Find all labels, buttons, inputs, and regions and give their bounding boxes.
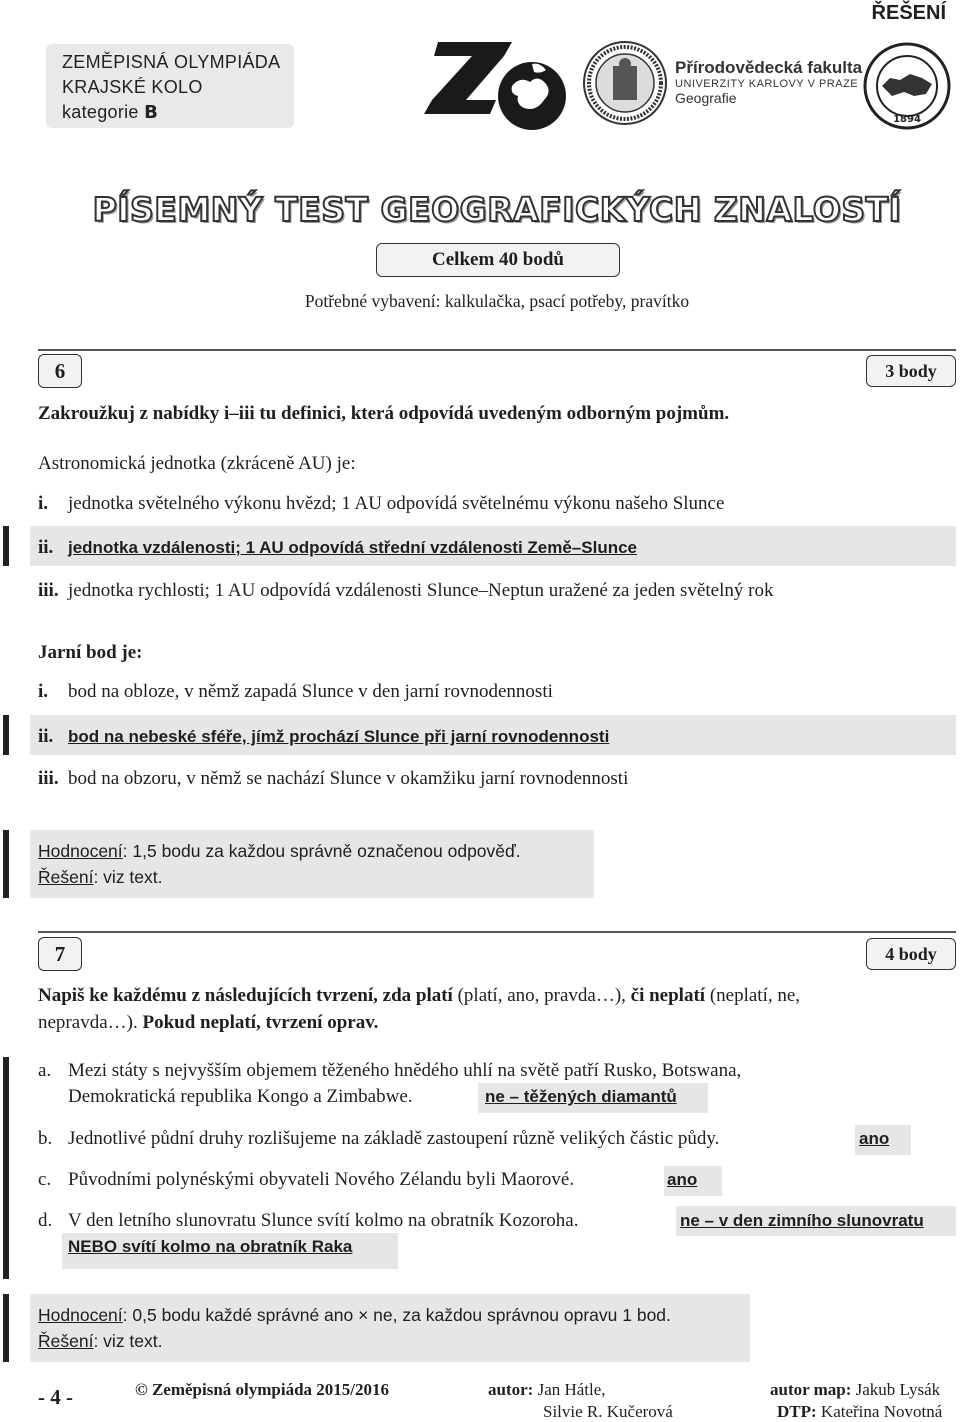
authors-label: autor: (488, 1380, 534, 1399)
evaluation-label: Hodnocení (38, 841, 123, 861)
zo-logo-icon (420, 34, 570, 134)
statement-item (38, 1210, 578, 1232)
option-text: jednotka rychlosti; 1 AU odpovídá vzdálenosti Slunce–Neptun uražené za jeden světelný rok (68, 580, 774, 601)
option-text: bod na nebeské sféře, jímž prochází Slunce při jarní rovnodennosti (68, 727, 610, 746)
term-heading: Jarní bod je: (38, 642, 143, 663)
total-points-box: Celkem 40 bodů (376, 243, 620, 277)
instruction-part: (platí, ano, pravda…), (452, 985, 631, 1006)
question-points: 3 body (866, 355, 956, 387)
divider (38, 931, 956, 933)
term-heading: Astronomická jednotka (zkráceně AU) je: (38, 453, 356, 474)
page-number: - 4 - (38, 1385, 73, 1409)
statement-item (38, 1128, 719, 1150)
evaluation-line (38, 1305, 671, 1326)
instruction-part: nepravda…). (38, 1012, 143, 1033)
faculty-name: Přírodovědecká fakulta (675, 58, 863, 77)
statement-text: Mezi státy s nejvyšším objemem těženého hnědého uhlí na světě patří Rusko, Botswana, (68, 1060, 742, 1081)
header-box (46, 44, 294, 128)
answer-text: ano (667, 1170, 698, 1189)
copyright: © Zeměpisná olympiáda 2015/2016 (135, 1380, 390, 1399)
option-number: i. (38, 493, 49, 514)
option-row (38, 493, 724, 515)
option-text: bod na obloze, v němž zapadá Slunce v den jarní rovnodennosti (68, 681, 553, 702)
statement-text: Jednotlivé půdní druhy rozlišujeme na základě zastoupení různě velikých částic půdy. (68, 1128, 720, 1149)
solution-label: Řešení (38, 1331, 94, 1351)
margin-marker (3, 526, 9, 566)
dtp-label: DTP: (777, 1402, 817, 1421)
evaluation-text: : 1,5 bodu za každou správně označenou odpověď. (122, 841, 521, 861)
answer-text: ne – těžených diamantů (485, 1087, 677, 1106)
instruction-part: či neplatí (630, 985, 706, 1006)
option-row (38, 681, 553, 703)
cgs-seal-icon (860, 42, 954, 130)
university-seal-icon (582, 40, 668, 126)
author-name: Jan Hátle, (537, 1380, 606, 1399)
option-number: ii. (38, 726, 54, 747)
option-row-correct (38, 537, 637, 559)
statement-letter: a. (38, 1060, 52, 1081)
evaluation-line (38, 841, 521, 862)
option-text: jednotka vzdálenosti; 1 AU odpovídá střední vzdálenosti Země–Slunce (68, 538, 637, 557)
category-letter: B (144, 102, 159, 123)
option-number: i. (38, 681, 49, 702)
option-row (38, 768, 628, 790)
solution-text: : viz text. (93, 867, 163, 887)
margin-marker (3, 715, 9, 755)
statement-text: V den letního slunovratu Slunce svítí kolmo na obratník Kozoroha. (68, 1210, 579, 1231)
statement-letter: c. (38, 1169, 52, 1190)
header-line2: KRAJSKÉ KOLO (62, 77, 203, 97)
instruction-part: Napiš ke každému z následujících tvrzení, zda platí (38, 985, 453, 1006)
answer-text: ne – v den zimního slunovratu (680, 1211, 924, 1230)
option-number: ii. (38, 537, 54, 558)
statement-item (38, 1169, 574, 1191)
map-author-name: Jakub Lysák (855, 1380, 941, 1399)
margin-marker (3, 1057, 9, 1279)
evaluation-label: Hodnocení (38, 1305, 123, 1325)
statement-letter: d. (38, 1210, 53, 1231)
dtp-author (777, 1402, 942, 1422)
margin-marker (3, 1294, 9, 1362)
solution-text: : viz text. (93, 1331, 163, 1351)
option-row (38, 580, 773, 602)
solution-line (38, 1331, 163, 1352)
solution-label: ŘEŠENÍ (871, 2, 946, 24)
authors (488, 1380, 606, 1400)
evaluation-text: : 0,5 bodu každé správné ano × ne, za každou správnou opravu 1 bod. (122, 1305, 671, 1325)
option-row-correct (38, 726, 609, 748)
header-line1: ZEMĚPISNÁ OLYMPIÁDA (62, 52, 281, 72)
cgs-year: 1894 (893, 114, 921, 125)
statement-text-cont: Demokratická republika Kongo a Zimbabwe. (68, 1086, 413, 1107)
statement-letter: b. (38, 1128, 53, 1149)
option-text: bod na obzoru, v němž se nachází Slunce v okamžiku jarní rovnodennosti (68, 768, 629, 789)
question-number: 6 (38, 354, 82, 388)
faculty-block (675, 58, 862, 106)
department-name: Geografie (675, 90, 737, 106)
author-name-2: Silvie R. Kučerová (543, 1402, 673, 1421)
dtp-author-name: Kateřina Novotná (820, 1402, 943, 1421)
question-instruction (38, 985, 800, 1007)
university-name: UNIVERZITY KARLOVY V PRAZE (675, 78, 859, 90)
statement-item (38, 1060, 741, 1082)
map-author-label: autor map: (770, 1380, 852, 1399)
instruction-part: Pokud neplatí, tvrzení oprav. (142, 1012, 379, 1033)
margin-marker (3, 830, 9, 898)
option-number: iii. (38, 768, 59, 789)
header-line3 (62, 100, 158, 125)
answer-text: NEBO svítí kolmo na obratník Raka (68, 1237, 353, 1256)
answer-text: ano (859, 1129, 890, 1148)
page-title: PÍSEMNÝ TEST GEOGRAFICKÝCH ZNALOSTÍ (92, 190, 902, 229)
question-instruction-cont (38, 1012, 378, 1034)
instruction-part: (neplatí, ne, (705, 985, 801, 1006)
option-number: iii. (38, 580, 59, 601)
question-instruction: Zakroužkuj z nabídky i–iii tu definici, která odpovídá uvedeným odborným pojmům. (38, 403, 730, 424)
question-points: 4 body (866, 938, 956, 970)
solution-label: Řešení (38, 867, 94, 887)
statement-text: Původními polynéskými obyvateli Nového Zélandu byli Maorové. (68, 1169, 575, 1190)
option-text: jednotka světelného výkonu hvězd; 1 AU odpovídá světelnému výkonu našeho Slunce (68, 493, 725, 514)
equipment-note: Potřebné vybavení: kalkulačka, psací potřeby, pravítko (304, 291, 690, 311)
divider (38, 349, 956, 351)
question-number: 7 (38, 937, 82, 971)
solution-line (38, 867, 163, 888)
map-author (770, 1380, 940, 1400)
category-prefix: kategorie (62, 102, 139, 122)
